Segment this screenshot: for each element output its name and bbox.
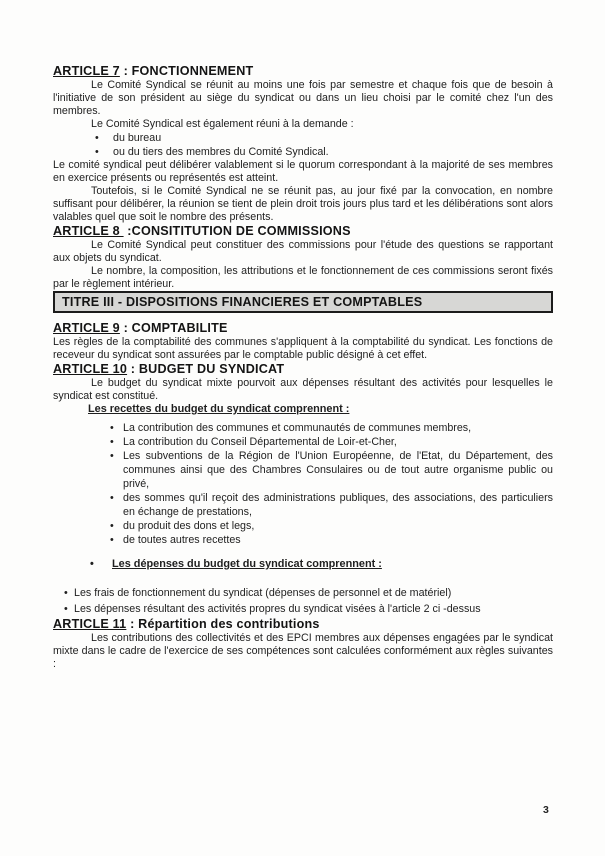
article-11-heading <box>53 617 553 632</box>
article-10-paragraph-1: Le budget du syndicat mixte pourvoit aux dépenses résultant des activités pour lesquelles le syndicat est constitué. <box>53 377 553 402</box>
demande-bullet-list <box>53 131 553 159</box>
article-7-heading <box>53 64 553 79</box>
page-number: 3 <box>543 804 549 816</box>
list-item: • La contribution des communes et communautés de communes membres, <box>110 421 553 435</box>
depenses-heading-text: Les dépenses du budget du syndicat comprennent : <box>112 557 382 570</box>
article-10-title: : BUDGET DU SYNDICAT <box>127 362 285 376</box>
article-8-paragraph-2: Le nombre, la composition, les attributions et le fonctionnement de ces commissions seront fixés par le règlement intérieur. <box>53 265 553 290</box>
list-item: • ou du tiers des membres du Comité Syndical. <box>95 145 553 159</box>
list-item: • du produit des dons et legs, <box>110 519 553 533</box>
article-9-heading <box>53 321 553 336</box>
titre-3-text: TITRE III - DISPOSITIONS FINANCIERES ET COMPTABLES <box>62 295 423 309</box>
article-7-paragraph-1: Le Comité Syndical se réunit au moins une fois par semestre et chaque fois que de besoin à l'initiative de son président au siège du syndicat ou dans un lieu choisi par le comité chez l'un des membres. <box>53 79 553 117</box>
article-9-paragraph-1: Les règles de la comptabilité des communes s'appliquent à la comptabilité du syndicat. Les fonctions de receveur du syndicat sont assurées par le comptable public désigné à cet effet. <box>53 336 553 361</box>
article-8-heading <box>53 224 553 239</box>
article-9-title: : COMPTABILITE <box>119 321 228 335</box>
list-item: • du bureau <box>95 131 553 145</box>
article-8-paragraph-1: Le Comité Syndical peut constituer des commissions pour l'étude des questions se rapportant aux objets du syndicat. <box>53 239 553 264</box>
page-content <box>53 64 553 671</box>
article-8-label: ARTICLE 8 <box>53 224 124 238</box>
depenses-bullet-list <box>53 585 553 617</box>
depenses-heading <box>90 558 553 571</box>
article-11-title: : Répartition des contributions <box>126 616 320 631</box>
article-7-label: ARTICLE 7 <box>53 64 120 78</box>
titre-3-banner <box>53 291 553 313</box>
article-11-label: ARTICLE 11 <box>53 616 127 631</box>
article-7-paragraph-3: Le comité syndical peut délibérer valablement si le quorum correspondant à la majorité de ses membres en exercice présents ou représentés est atteint. <box>53 159 553 184</box>
list-item: • Les frais de fonctionnement du syndicat (dépenses de personnel et de matériel) <box>64 585 553 601</box>
article-7-paragraph-2: Le Comité Syndical est également réuni à la demande : <box>91 118 354 130</box>
list-item: • Les dépenses résultant des activités propres du syndicat visées à l'article 2 ci -dessus <box>64 601 553 617</box>
article-9-label: ARTICLE 9 <box>53 321 120 335</box>
list-item: • Les subventions de la Région de l'Union Européenne, de l'Etat, du Département, des communes ainsi que des Chambres Consulaires ou de tout autre organisme public ou privé, <box>110 449 553 491</box>
recettes-bullet-list <box>53 421 553 547</box>
list-item: • La contribution du Conseil Départemental de Loir-et-Cher, <box>110 435 553 449</box>
article-8-title: :CONSITITUTION DE COMMISSIONS <box>123 224 351 238</box>
article-7-title: : FONCTIONNEMENT <box>119 64 254 78</box>
article-11-paragraph-1: Les contributions des collectivités et des EPCI membres aux dépenses engagées par le syndicat mixte dans le cadre de l'exercice de ses compétences sont calculées conformément aux règles suivantes : <box>53 631 553 670</box>
recettes-heading-text: Les recettes du budget du syndicat comprennent : <box>88 403 350 415</box>
article-7-paragraph-4: Toutefois, si le Comité Syndical ne se réunit pas, au jour fixé par la convocation, en nombre suffisant pour délibérer, la réunion se tient de plein droit trois jours plus tard et les délibérations sont alors valables quel que soit le nombre des présents. <box>53 185 553 223</box>
article-10-heading <box>53 362 553 377</box>
list-item: • de toutes autres recettes <box>110 533 553 547</box>
article-10-label: ARTICLE 10 <box>53 362 128 376</box>
list-item: • des sommes qu'il reçoit des administrations publiques, des associations, des particuliers en échange de prestations, <box>110 491 553 519</box>
recettes-heading <box>88 403 553 416</box>
